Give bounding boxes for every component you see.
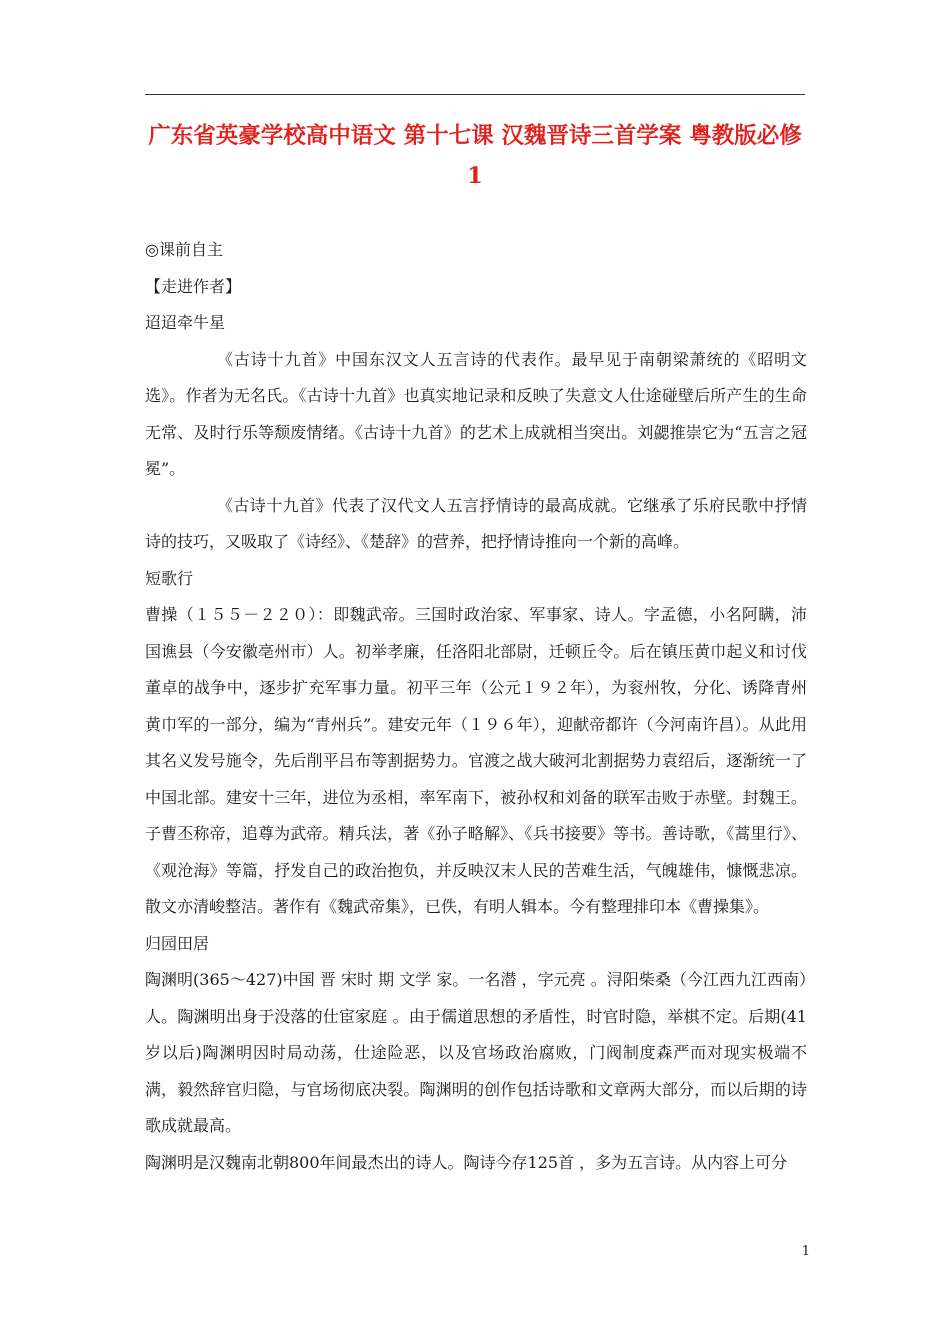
poem-title: 短歌行 — [145, 568, 194, 588]
header-rule — [145, 94, 805, 95]
page-number: 1 — [801, 1244, 810, 1259]
paragraph: 陶渊明是汉魏南北朝800年间最杰出的诗人。陶诗今存125首 ，多为五言诗。从内容上可分 — [145, 1152, 788, 1172]
section-heading: ◎课前自主 — [145, 240, 223, 259]
paragraph: 《古诗十九首》代表了汉代文人五言抒情诗的最高成就。它继承了乐府民歌中抒情诗的技巧，又吸取了《诗经》、《楚辞》的营养，把抒情诗推向一个新的高峰。 — [145, 495, 807, 551]
document-title: 广东省英豪学校高中语文 第十七课 汉魏晋诗三首学案 粤教版必修1 — [148, 123, 802, 189]
poem-title: 归园田居 — [145, 933, 210, 953]
paragraph: 陶渊明(365～427)中国 晋 宋时 期 文学 家。一名潜 ，字元亮 。浔阳柴桑（今江西九江西南）人。陶渊明出身于没落的仕宦家庭 。由于儒道思想的矛盾性，时官时隐，举棋不定。后期(41岁以后)陶渊明因时局动荡，仕途险恶，以及官场政治腐败，门阀制度森严而对现实极端不满，毅然辞官归隐，与官场彻底决裂。陶渊明的创作包括诗歌和文章两大部分，而以后期的诗歌成就最高。 — [145, 970, 807, 1135]
poem-title: 迢迢牵牛星 — [145, 313, 226, 332]
paragraph: 曹操（１５５－２２０）：即魏武帝。三国时政治家、军事家、诗人。字孟德，小名阿瞒，沛国谯县（今安徽亳州市）人。初举孝廉，任洛阳北部尉，迁顿丘令。后在镇压黄巾起义和讨伐董卓的战争中，逐步扩充军事力量。初平三年（公元１９２年），为衮州牧，分化、诱降青州黄巾军的一部分，编为“青州兵”。建安元年（１９６年），迎献帝都许（今河南许昌）。从此用其名义发号施令，先后削平吕布等割据势力。官渡之战大破河北割据势力袁绍后，逐渐统一了中国北部。建安十三年，进位为丞相，率军南下，被孙权和刘备的联军击败于赤壁。封魏王。子曹丕称帝，追尊为武帝。精兵法，著《孙子略解》、《兵书接要》等书。善诗歌，《蒿里行》、《观沧海》等篇，抒发自己的政治抱负，并反映汉末人民的苦难生活，气魄雄伟，慷慨悲凉。散文亦清峻整洁。著作有《魏武帝集》，已佚，有明人辑本。今有整理排印本《曹操集》。 — [145, 605, 807, 916]
subsection-heading: 【走进作者】 — [145, 276, 242, 296]
document-body — [145, 232, 807, 1181]
paragraph: 《古诗十九首》中国东汉文人五言诗的代表作。最早见于南朝梁萧统的《昭明文选》。作者为无名氏。《古诗十九首》也真实地记录和反映了失意文人仕途碰壁后所产生的生命无常、及时行乐等颓废情绪。《古诗十九首》的艺术上成就相当突出。刘勰推崇它为“五言之冠冕”。 — [145, 349, 807, 478]
